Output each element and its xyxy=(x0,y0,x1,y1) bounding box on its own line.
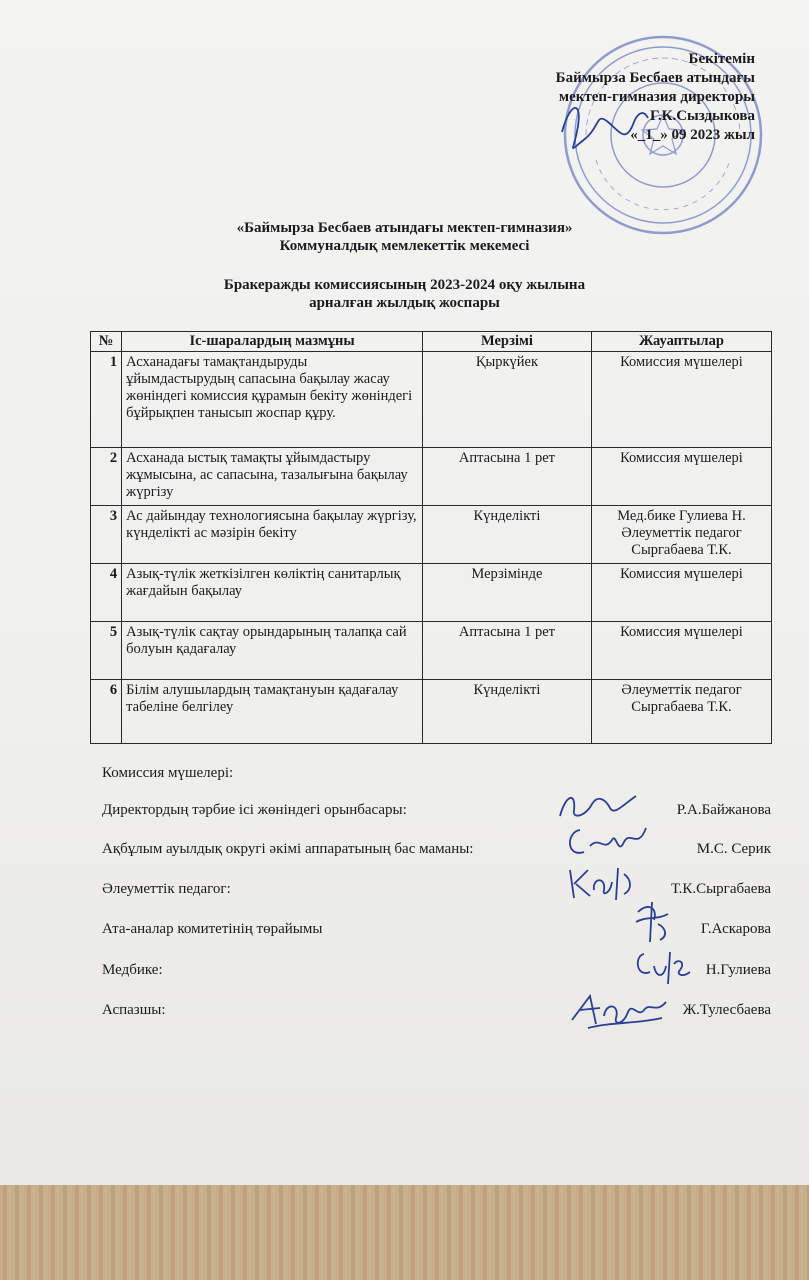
table-row xyxy=(91,506,772,564)
commission-heading: Комиссия мүшелері: xyxy=(102,765,234,781)
table-header-row xyxy=(91,332,772,352)
row-term: Аптасына 1 рет xyxy=(422,448,591,506)
member-name: Н.Гулиева xyxy=(705,962,771,978)
annual-plan-table xyxy=(90,331,772,744)
approval-position: мектеп-гимназия директоры xyxy=(558,89,755,105)
row-content: Білім алушылардың тамақтануын қадағалау табеліне белгілеу xyxy=(122,680,423,744)
column-header-term: Мерзімі xyxy=(422,332,591,352)
wooden-desk-background xyxy=(0,1185,809,1280)
member-name: Ж.Тулесбаева xyxy=(682,1002,771,1018)
row-content: Азық-түлік жеткізілген көліктің санитарлық жағдайын бақылау xyxy=(122,564,423,622)
signature-tulesbayeva-icon xyxy=(566,988,670,1034)
member-name: Р.А.Байжанова xyxy=(676,802,771,818)
row-number: 5 xyxy=(91,622,122,680)
row-number: 1 xyxy=(91,352,122,448)
row-term: Мерзімінде xyxy=(422,564,591,622)
row-responsible: Комиссия мүшелері xyxy=(591,622,771,680)
row-responsible: Мед.бике Гулиева Н. Әлеуметтік педагог Сыргабаева Т.К. xyxy=(591,506,771,564)
signature-gulieva-icon xyxy=(630,944,694,990)
member-role: Медбике: xyxy=(102,962,163,978)
plan-title-line1: Бракеражды комиссиясының 2023-2024 оқу жылына xyxy=(223,277,586,293)
row-content: Асханада ыстық тамақты ұйымдастыру жұмысына, ас сапасына, тазалығына бақылау жүргізу xyxy=(122,448,423,506)
column-header-number: № xyxy=(91,332,122,352)
organization-title xyxy=(0,219,809,255)
table-row xyxy=(91,680,772,744)
member-row xyxy=(102,1002,771,1022)
org-name-line2: Коммуналдық мемлекеттік мекемесі xyxy=(279,238,530,254)
table-row xyxy=(91,448,772,506)
row-content: Азық-түлік сақтау орындарының талапқа сай болуын қадағалау xyxy=(122,622,423,680)
org-name-line1: «Баймырза Бесбаев атындағы мектеп-гимназия» xyxy=(236,220,573,236)
table-row xyxy=(91,622,772,680)
row-number: 4 xyxy=(91,564,122,622)
row-responsible: Әлеуметтік педагог Сыргабаева Т.К. xyxy=(591,680,771,744)
row-term: Күнделікті xyxy=(422,506,591,564)
signature-serik-icon xyxy=(560,822,650,864)
approval-director-name: Г.К.Сыздыкова xyxy=(650,108,755,124)
row-term: Аптасына 1 рет xyxy=(422,622,591,680)
table-row xyxy=(91,564,772,622)
member-row xyxy=(102,802,771,822)
member-role: Әлеуметтік педагог: xyxy=(102,881,231,897)
signature-baizhanova-icon xyxy=(552,786,642,826)
row-responsible: Комиссия мүшелері xyxy=(591,448,771,506)
member-row xyxy=(102,841,771,861)
member-role: Директордың тәрбие ісі жөніндегі орынбасары: xyxy=(102,802,407,818)
member-name: М.С. Серик xyxy=(696,841,771,857)
row-number: 6 xyxy=(91,680,122,744)
row-responsible: Комиссия мүшелері xyxy=(591,352,771,448)
member-name: Г.Аскарова xyxy=(700,921,771,937)
row-term: Күнделікті xyxy=(422,680,591,744)
row-number: 3 xyxy=(91,506,122,564)
approval-school: Баймырза Бесбаев атындағы xyxy=(555,70,755,86)
column-header-responsible: Жауаптылар xyxy=(591,332,771,352)
approval-block xyxy=(556,50,755,145)
member-name: Т.К.Сыргабаева xyxy=(670,881,771,897)
plan-title xyxy=(0,276,809,312)
member-role: Ақбұлым ауылдық округі әкімі аппаратының бас маманы: xyxy=(102,841,474,857)
approval-date: «_1_» 09 2023 жыл xyxy=(630,127,755,143)
row-content: Ас дайындау технологиясына бақылау жүргізу, күнделікті ас мәзірін бекіту xyxy=(122,506,423,564)
member-role: Ата-аналар комитетінің төрайымы xyxy=(102,921,323,937)
row-responsible: Комиссия мүшелері xyxy=(591,564,771,622)
row-number: 2 xyxy=(91,448,122,506)
plan-title-line2: арналған жылдық жоспары xyxy=(309,295,500,311)
row-content: Асханадағы тамақтандыруды ұйымдастырудың сапасына бақылау жасау жөніндегі комиссия құрамын бекіту жөніндегі бұйрықпен танысып жоспар құру. xyxy=(122,352,423,448)
row-term: Қыркүйек xyxy=(422,352,591,448)
table-row xyxy=(91,352,772,448)
member-role: Аспазшы: xyxy=(102,1002,166,1018)
approval-heading: Бекітемін xyxy=(688,51,755,67)
signature-askarova-icon xyxy=(628,898,676,946)
column-header-content: Іс-шаралардың мазмұны xyxy=(122,332,423,352)
